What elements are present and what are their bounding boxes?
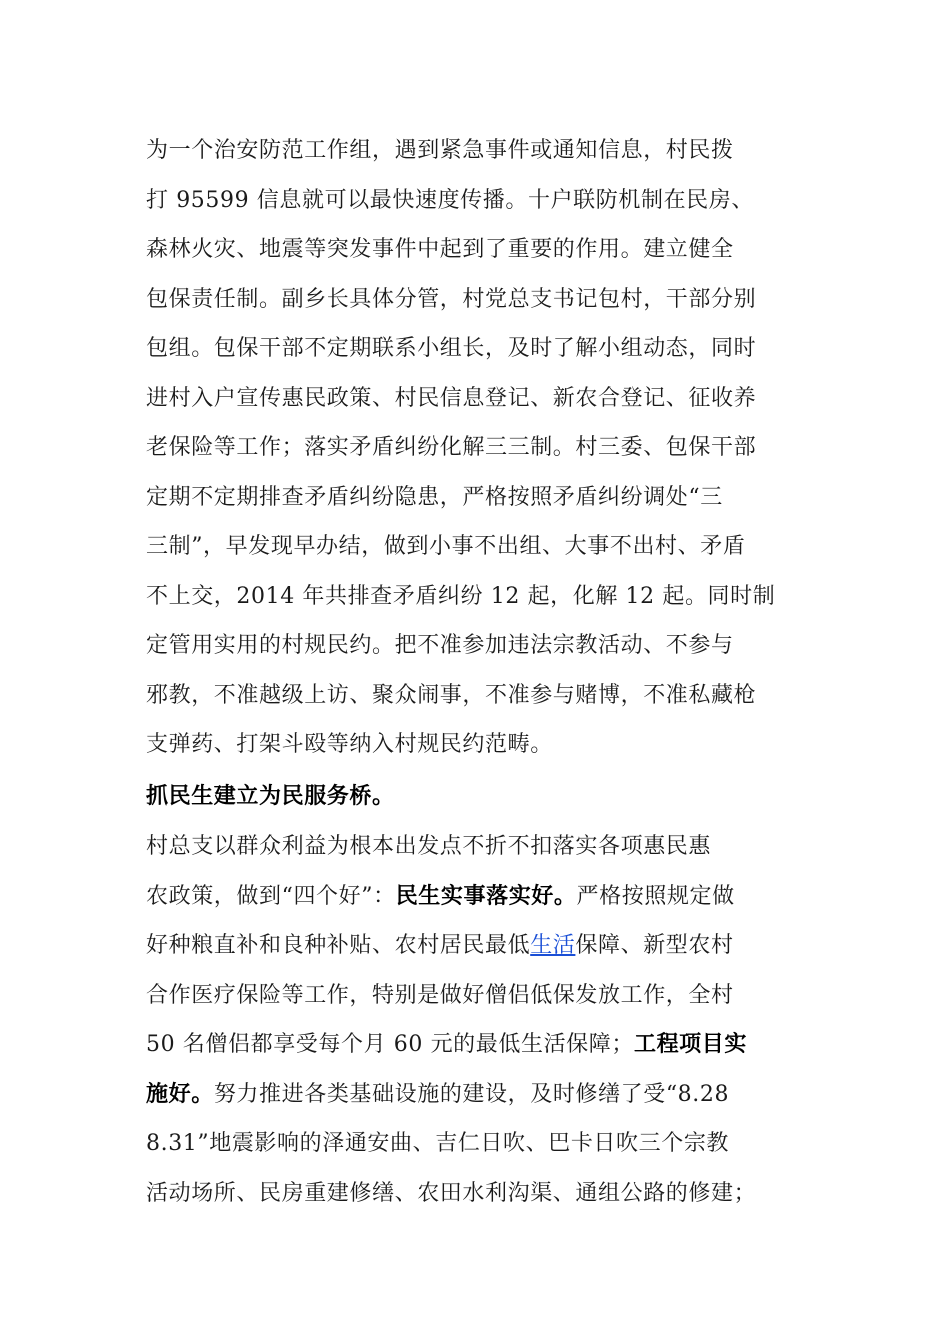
text-line: 8.31”地震影响的泽通安曲、吉仁日吹、巴卡日吹三个宗教 bbox=[146, 1131, 730, 1156]
text-line: 合作医疗保险等工作，特别是做好僧侣低保发放工作，全村 bbox=[146, 982, 734, 1008]
text-line: 三制”，早发现早办结，做到小事不出组、大事不出村、矛盾 bbox=[146, 534, 746, 559]
text-run: 农政策，做到“四个好”： bbox=[146, 883, 396, 909]
text-line: 包组。包保干部不定期联系小组长，及时了解小组动态，同时 bbox=[146, 336, 757, 361]
text-line bbox=[146, 921, 806, 971]
text-line bbox=[146, 872, 806, 922]
bold-phrase: 民生实事落实好。 bbox=[395, 883, 577, 909]
text-line: 包保责任制。副乡长具体分管，村党总支书记包村，干部分别 bbox=[146, 286, 757, 312]
text-run: 50 名僧侣都享受每个月 60 元的最低生活保障； bbox=[146, 1032, 634, 1057]
bold-phrase: 施好。 bbox=[146, 1081, 214, 1107]
section-heading: 抓民生建立为民服务桥。 bbox=[146, 784, 395, 809]
text-line: 不上交，2014 年共排查矛盾纠纷 12 起，化解 12 起。同时制 bbox=[146, 583, 776, 609]
text-line: 森林火灾、地震等突发事件中起到了重要的作用。建立健全 bbox=[146, 237, 734, 262]
text-run: 保障、新型农村 bbox=[575, 933, 734, 958]
text-line bbox=[146, 1020, 806, 1070]
text-line: 进村入户宣传惠民政策、村民信息登记、新农合登记、征收养 bbox=[146, 385, 757, 411]
text-line: 定管用实用的村规民约。把不准参加违法宗教活动、不参与 bbox=[146, 633, 734, 658]
paragraph-1 bbox=[146, 126, 806, 770]
text-run: 好种粮直补和良种补贴、农村居民最低 bbox=[146, 933, 531, 958]
text-line: 支弹药、打架斗殴等纳入村规民约范畴。 bbox=[146, 732, 553, 757]
text-line: 邪教，不准越级上访、聚众闹事，不准参与赌博，不准私藏枪 bbox=[146, 682, 757, 708]
bold-phrase: 工程项目实 bbox=[633, 1032, 747, 1057]
text-run: 严格按照规定做 bbox=[576, 883, 735, 909]
text-line: 打 95599 信息就可以最快速度传播。十户联防机制在民房、 bbox=[146, 187, 754, 213]
text-line: 活动场所、民房重建修缮、农田水利沟渠、通组公路的修建； bbox=[146, 1180, 757, 1206]
text-line bbox=[146, 1070, 806, 1120]
text-line: 定期不定期排查矛盾纠纷隐患，严格按照矛盾纠纷调处“三 bbox=[146, 484, 723, 510]
paragraph-2 bbox=[146, 822, 806, 1218]
text-line: 村总支以群众利益为根本出发点不折不扣落实各项惠民惠 bbox=[146, 834, 712, 859]
text-line: 老保险等工作；落实矛盾纠纷化解三三制。村三委、包保干部 bbox=[146, 435, 757, 460]
text-line: 为一个治安防范工作组，遇到紧急事件或通知信息，村民拨 bbox=[146, 138, 734, 163]
shenghuo-link[interactable]: 生活 bbox=[530, 933, 576, 958]
text-run: 努力推进各类基础设施的建设，及时修缮了受“8.28 bbox=[213, 1081, 730, 1107]
